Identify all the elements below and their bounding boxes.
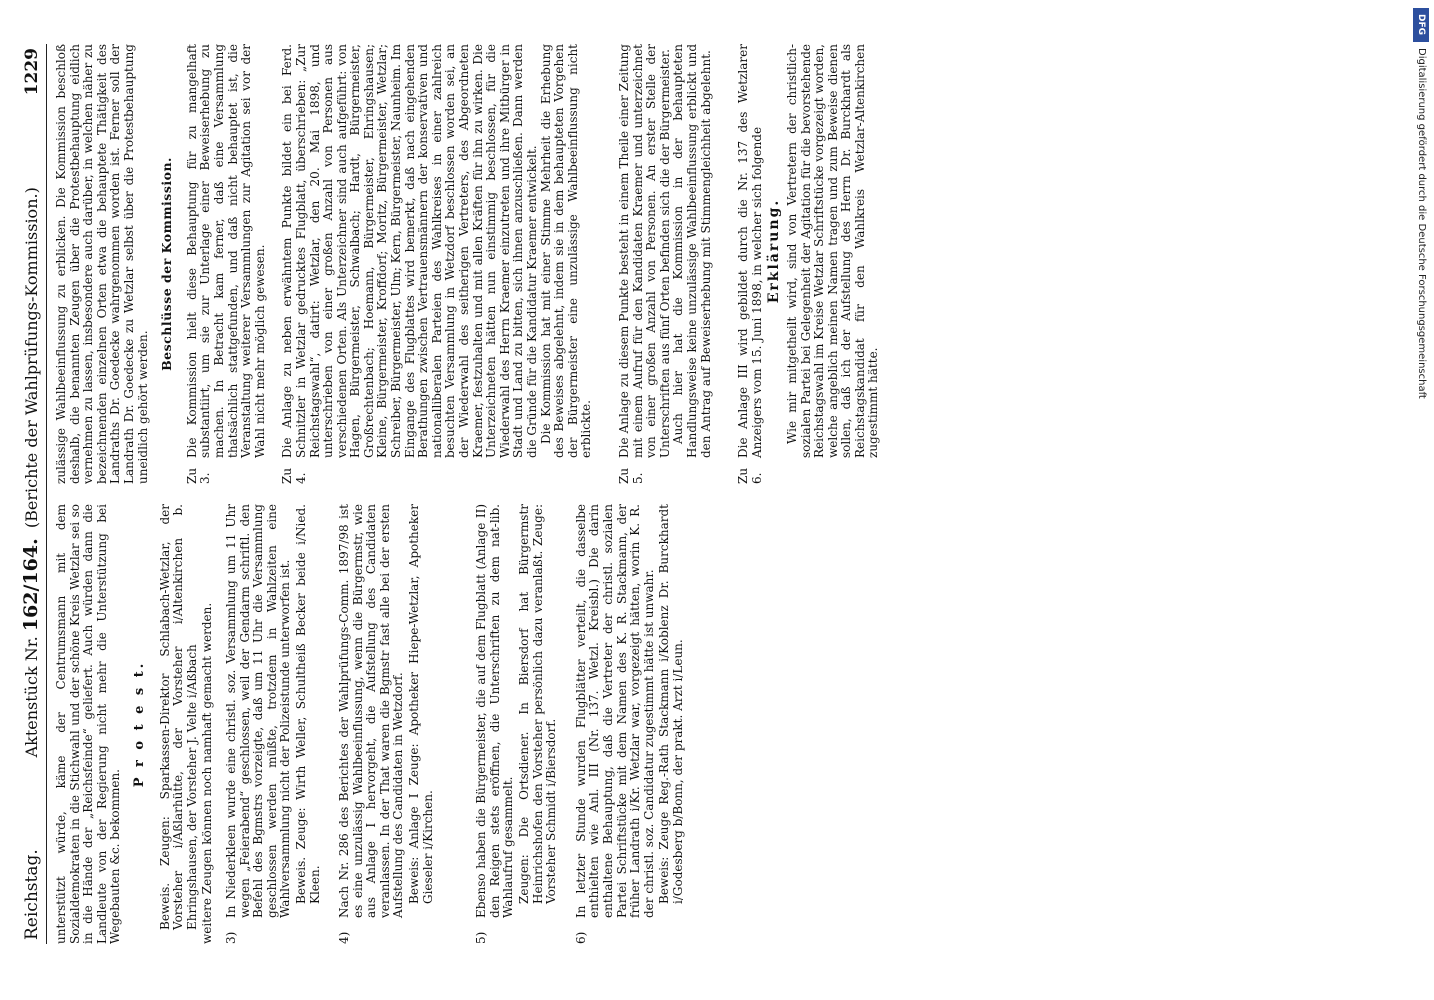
digitization-note [1412, 0, 1434, 1000]
item-witness: Beweis: Zeuge Reg.-Rath Stackmann i/Koblenz Dr. Burckhardt i/Godesberg b/Bonn, der prakt. Arzt i/Leun. [657, 504, 685, 904]
item-followup: Auch hier hat die Kommission in der behaupteten Handlungsweise keine unzulässige Wahlbeeinflussung erblickt und den Antrag auf Beweiserhebung mit Stimmengleichheit abgelehnt. [671, 44, 713, 458]
declaration-title: Erklärung. [766, 198, 783, 304]
commission-title: Beschlüsse der Kommission. [159, 157, 175, 371]
item-text: Nach Nr. 286 des Berichtes der Wahlprüfungs-Comm. 1897/98 ist es eine unzulässig Wahlbeeinflussung, wenn die Bürgermstr, wie aus Anlage I hervorgeht, die Aufstellung des Candidaten veranlassen. In der That waren die Bgmstr fast alle bei der ersten Aufstellung des Candidaten in Wetzdorf. [337, 504, 406, 918]
protest-item: 5) Ebenso haben die Bürgermeister, die auf dem Flugblatt (Anlage II) den Reigen stets eröffnen, die Unterschriften zu dem nat-lib. Wahlaufruf gesammelt. Zeugen: Die Ortsdiener. In Biersdorf hat Bürgermstr Heinrichshofen den Vorsteher persönlich dazu veranlaßt. Zeuge: Vorsteher Schmidt i/Biersdorf. [474, 504, 559, 944]
header-left: Reichstag. [22, 849, 42, 940]
protest-item: 6) In letzter Stunde wurden Flugblätter verteilt, die dasselbe enthielten wie Anl. III (Nr. 137. Wetzl. Kreisbl.) Die darin enthaltene Behauptung, daß die Vertreter der christl. sozialen Partei Schriftstücke mit dem Namen des K. R. Stackmann, der früher Landrath i/Kr. Wetzlar war, vorgezeigt hätten, worin K. R. der christl. soz. Candidatur zugestimmt hätte ist unwahr. Beweis: Zeuge Reg.-Rath Stackmann i/Koblenz Dr. Burckhardt i/Godesberg b/Bonn, der prakt. Arzt i/Leun. [573, 504, 685, 944]
commission-item: Zu 3. Die Kommission hielt diese Behauptung für zu mangelhaft substantiirt, um sie zur Unterlage einer Beweiserhebung zu machen. In Betracht kam ferner, daß eine Versammlung thatsächlich stattgefunden, und daß nicht behauptet ist, die Veranstaltung weiterer Versammlungen zur Agitation sei vor der Wahl nicht mehr möglich gewesen. [184, 44, 267, 484]
item-witness: Beweis: Anlage I Zeuge: Apotheker Hiepe-Wetzlar, Apotheker Gieseler i/Kirchen. [407, 504, 435, 904]
protest-item: 3) In Niederkleen wurde eine christl. soz. Versammlung um 11 Uhr wegen „Feierabend“ geschlossen, weil der Gendarm schriftl. den Befehl des Bgmstrs vorzeigte, daß um 11 Uhr die Versammlung geschlossen werden müßte, trotzdem in Wahlzeiten eine Wahlversammlung nicht der Polizeistunde unterworfen ist. Beweis. Zeuge: Wirth Weller, Schultheiß Becker beide i/Nied. Kleen. [223, 504, 322, 944]
item-witness: Beweis. Zeuge: Wirth Weller, Schultheiß Becker beide i/Nied. Kleen. [293, 504, 322, 904]
declaration-text: Wie mir mitgetheilt wird, sind von Vertretern der christlich-sozialen Partei bei Gelegenheit der Agitation für die bevorstehende Reichstagswahl im Kreise Wetzlar Schriftstücke vorgezeigt worden, welche angeblich meinen Namen tragen und zum Beweise dienen sollen, daß ich der Aufstellung des Herrn Dr. Burckhardt als Reichstagskandidat für den Wahlkreis Wetzlar-Altenkirchen zugestimmt hätte. [784, 44, 881, 458]
dfg-logo: DFG [1413, 8, 1429, 42]
protest-opening: unterstützt würde, käme der Centrumsmann mit dem Sozialdemokraten in die Stichwahl und der schöne Kreis Wetzlar sei so in die Hände der „Reichsfeinde“ geliefert. Auch würden dann die Landleute von der Regierung nicht mehr die Unterstützung bei Wegebauten &c. bekommen. [54, 504, 123, 944]
protest-title: P r o t e s t. [131, 660, 147, 788]
item-followup: Die Kommission hat mit einer Stimme Mehrheit die Erhebung des Beweises abgelehnt, indem sie in dem behaupteten Vorgehen der Bürgermeister eine unzulässige Wahlbeeinflussung nicht erblickte. [538, 44, 594, 458]
protest-item: 4) Nach Nr. 286 des Berichtes der Wahlprüfungs-Comm. 1897/98 ist es eine unzulässig Wahlbeeinflussung, wenn die Bürgermstr, wie aus Anlage I hervorgeht, die Aufstellung des Candidaten veranlassen. In der That waren die Bgmstr fast alle bei der ersten Aufstellung des Candidaten in Wetzdorf. Beweis: Anlage I Zeuge: Apotheker Hiepe-Wetzlar, Apotheker Gieseler i/Kirchen. [337, 504, 435, 944]
item-text: In Niederkleen wurde eine christl. soz. Versammlung um 11 Uhr wegen „Feierabend“ geschlossen, weil der Gendarm schriftl. den Befehl des Bgmstrs vorzeigte, daß um 11 Uhr die Versammlung geschlossen werden müßte, trotzdem in Wahlzeiten eine Wahlversammlung nicht der Polizeistunde unterworfen ist. [223, 504, 293, 918]
opening-witness: Beweis. Zeugen: Sparkassen-Direktor Schlabach-Wetzlar, der Vorsteher i/Aßlarhütte, der Vorsteher i/Altenkirchen b. Ehringshausen, der Vorsteher J. Velte i/Aßbach [157, 504, 199, 930]
header-center: Aktenstück Nr. 162/164. (Berichte der Wahlprüfungs-Kommission.) [20, 187, 42, 758]
left-column [55, 504, 1325, 944]
commission-item: Zu 6. Die Anlage III wird gebildet durch die Nr. 137 des Wetzlarer Anzeigers vom 15. Juni 1898, in welcher sich folgende Erklärung. Wie mir mitgetheilt wird, sind von Vertretern der christlich-sozialen Partei bei Gelegenheit der Agitation für die bevorstehende Reichstagswahl im Kreise Wetzlar Schriftstücke vorgezeigt worden, welche angeblich meinen Namen tragen und zum Beweise dienen sollen, daß ich der Aufstellung des Herrn Dr. Burckhardt als Reichstagskandidat für den Wahlkreis Wetzlar-Altenkirchen zugestimmt hätte. [736, 44, 881, 484]
item-text: Die Anlage zu diesem Punkte besteht in einem Theile einer Zeitung mit einem Aufruf für den Kandidaten Kraemer und unterzeichnet von einer großen Anzahl von Personen. An erster Stelle der Unterschriften aus fünf Orten befinden sich die der Bürgermeister. [616, 44, 672, 458]
item-text: Die Kommission hielt diese Behauptung für zu mangelhaft substantiirt, um sie zur Unterlage einer Beweiserhebung zu machen. In Betracht kam ferner, daß eine Versammlung thatsächlich stattgefunden, und daß nicht behauptet ist, die Veranstaltung weiterer Versammlungen zur Agitation sei vor der Wahl nicht mehr möglich gewesen. [184, 44, 267, 458]
commission-item: Zu 5. Die Anlage zu diesem Punkte besteht in einem Theile einer Zeitung mit einem Aufruf für den Kandidaten Kraemer und unterzeichnet von einer großen Anzahl von Personen. An erster Stelle der Unterschriften aus fünf Orten befinden sich die der Bürgermeister. Auch hier hat die Kommission in der behaupteten Handlungsweise keine unzulässige Wahlbeeinflussung erblickt und den Antrag auf Beweiserhebung mit Stimmengleichheit abgelehnt. [616, 44, 713, 484]
item-text: In letzter Stunde wurden Flugblätter verteilt, die dasselbe enthielten wie Anl. III (Nr. 137. Wetzl. Kreisbl.) Die darin enthaltene Behauptung, daß die Vertreter der christl. sozialen Partei Schriftstücke mit dem Namen des K. R. Stackmann, der früher Landrath i/Kr. Wetzlar war, vorgezeigt hätten, worin K. R. der christl. soz. Candidatur zugestimmt hätte ist unwahr. [573, 504, 656, 918]
digitization-credit: Digitalisierung gefördert durch die Deutsche Forschungsgemeinschaft [1416, 48, 1427, 399]
commission-opening: zulässige Wahlbeeinflussung zu erblicken. Die Kommission beschloß deshalb, die benannten Zeugen über die Protestbehauptung eidlich vernehmen zu lassen, insbesondere auch darüber, in welchen näher zu bezeichnenden einzelnen Orten etwa die behauptete Thätigkeit des Landraths Dr. Goedecke wahrgenommen worden ist. Ferner soll der Landrath Dr. Goedecke zu Wetzlar selbst über die Protestbehauptung uneidlich gehört werden. [54, 44, 150, 484]
item-text: Die Anlage III wird gebildet durch die Nr. 137 des Wetzlarer Anzeigers vom 15. Juni 1898, in welcher sich folgende [736, 44, 764, 458]
item-text: Die Anlage zu neben erwähntem Punkte bildet ein bei Ferd. Schnitzler in Wetzlar gedrucktes Flugblatt, überschrieben: „Zur Reichstagswahl“, datirt: Wetzlar, den 20. Mai 1898, und unterschrieben von einer großen Anzahl von Personen aus verschiedenen Orten. Als Unterzeichner sind auch aufgeführt: von Hagen, Bürgermeister, Schwalbach; Hardt, Bürgermeister, Großrechtenbach; Hoemann, Bürgermeister, Ehringshausen; Kleine, Bürgermeister, Kroffdorf; Moritz, Bürgermeister, Wetzlar; Schreiber, Bürgermeister, Ulm; Kern, Bürgermeister, Naunheim. Im Eingange des Flugblattes wird bemerkt, daß nach eingehenden Berathungen zwischen Vertrauensmännern der konservativen und nationalliberalen Parteien des Wahlkreises in einer zahlreich besuchten Versammlung in Wetzdorf beschlossen worden sei, an der Wiederwahl des seitherigen Vertreters, des Abgeordneten Kraemer, festzuhalten und mit allen Kräften für ihn zu wirken. Die Unterzeichneten hätten nun einstimmig beschlossen, für die Wiederwahl des Herrn Kraemer einzutreten und ihre Mitbürger in Stadt und Land zu bitten, sich ihnen anzuschließen. Dann werden die Gründe für die Kandidatur Kraemer entwickelt. [280, 44, 539, 458]
item-witness: Zeugen: Die Ortsdiener. In Biersdorf hat Bürgermstr Heinrichshofen den Vorsteher persönlich dazu veranlaßt. Zeuge: Vorsteher Schmidt i/Biersdorf. [517, 504, 559, 904]
right-column [55, 44, 1325, 484]
page-number: 1229 [22, 48, 42, 96]
page-header [20, 44, 47, 944]
commission-item: Zu 4. Die Anlage zu neben erwähntem Punkte bildet ein bei Ferd. Schnitzler in Wetzlar gedrucktes Flugblatt, überschrieben: „Zur Reichstagswahl“, datirt: Wetzlar, den 20. Mai 1898, und unterschrieben von einer großen Anzahl von Personen aus verschiedenen Orten. Als Unterzeichner sind auch aufgeführt: von Hagen, Bürgermeister, Schwalbach; Hardt, Bürgermeister, Großrechtenbach; Hoemann, Bürgermeister, Ehringshausen; Kleine, Bürgermeister, Kroffdorf; Moritz, Bürgermeister, Wetzlar; Schreiber, Bürgermeister, Ulm; Kern, Bürgermeister, Naunheim. Im Eingange des Flugblattes wird bemerkt, daß nach eingehenden Berathungen zwischen Vertrauensmännern der konservativen und nationalliberalen Parteien des Wahlkreises in einer zahlreich besuchten Versammlung in Wetzdorf beschlossen worden sei, an der Wiederwahl des seitherigen Vertreters, des Abgeordneten Kraemer, festzuhalten und mit allen Kräften für ihn zu wirken. Die Unterzeichneten hätten nun einstimmig beschlossen, für die Wiederwahl des Herrn Kraemer einzutreten und ihre Mitbürger in Stadt und Land zu bitten, sich ihnen anzuschließen. Dann werden die Gründe für die Kandidatur Kraemer entwickelt. Die Kommission hat mit einer Stimme Mehrheit die Erhebung des Beweises abgelehnt, indem sie in dem behaupteten Vorgehen der Bürgermeister eine unzulässige Wahlbeeinflussung nicht erblickte. [280, 44, 594, 484]
item-text: Ebenso haben die Bürgermeister, die auf dem Flugblatt (Anlage II) den Reigen stets eröffnen, die Unterschriften zu dem nat-lib. Wahlaufruf gesammelt. [474, 504, 516, 918]
opening-more: weitere Zeugen können noch namhaft gemacht werden. [200, 602, 215, 944]
